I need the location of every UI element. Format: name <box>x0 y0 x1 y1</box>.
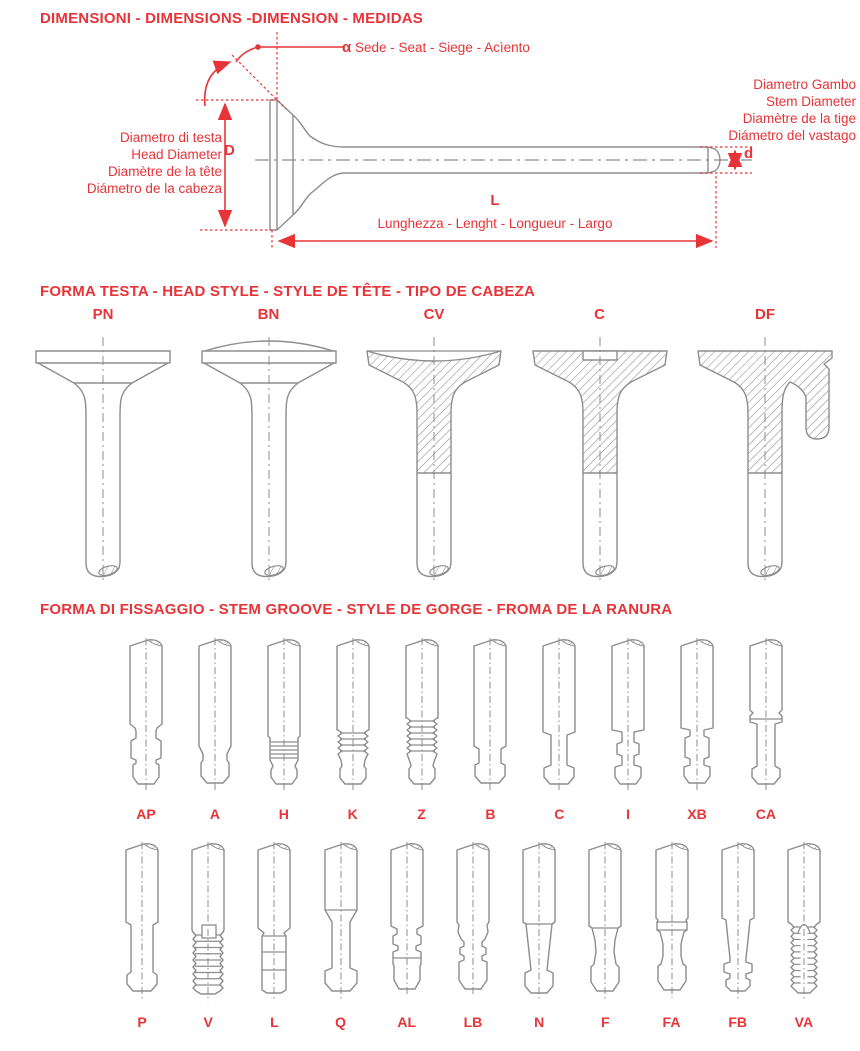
length-label: Lunghezza - Lenght - Longueur - Largo <box>377 216 613 231</box>
stem-figure-va-drawing <box>772 840 836 1010</box>
head-style-figure-pn-drawing <box>28 325 178 587</box>
stem-figure-f-drawing <box>573 840 637 1010</box>
stem-figure-i-drawing <box>596 636 660 802</box>
seat-angle-label: α Sede - Seat - Siege - Acìento <box>342 39 530 56</box>
head-style-label: C <box>594 306 605 323</box>
stem-groove-label: P <box>137 1014 147 1030</box>
stem-figure-v-drawing <box>176 840 240 1010</box>
stem-figure-l-drawing <box>242 840 306 1010</box>
stem-figure-a <box>183 636 247 824</box>
stem-figure-a-drawing <box>183 636 247 802</box>
stem-diameter-symbol: d <box>744 145 754 162</box>
stem-groove-label: FA <box>662 1014 681 1030</box>
stem-figure-n <box>507 840 571 1032</box>
stem-groove-label: C <box>554 806 565 822</box>
stem-figure-fa-drawing <box>640 840 704 1010</box>
head-style-label: PN <box>92 306 114 323</box>
stem-figure-ca-drawing <box>734 636 798 802</box>
stem-figure-c <box>527 636 591 824</box>
stem-figure-xb <box>665 636 729 824</box>
stem-figure-c-drawing <box>527 636 591 802</box>
stem-groove-row-2 <box>110 840 836 1032</box>
stem-groove-label: Q <box>335 1014 346 1030</box>
stem-figure-f <box>573 840 637 1032</box>
stem-figure-fb-drawing <box>706 840 770 1010</box>
stem-figure-q <box>309 840 373 1032</box>
stem-figure-al <box>375 840 439 1032</box>
stem-groove-label: V <box>203 1014 213 1030</box>
stem-figure-l <box>242 840 306 1032</box>
stem-figure-z <box>390 636 454 824</box>
stem-figure-k <box>321 636 385 824</box>
stem-figure-al-drawing <box>375 840 439 1010</box>
stem-groove-label: I <box>626 806 631 822</box>
stem-figure-h-drawing <box>252 636 316 802</box>
stem-groove-label: K <box>347 806 358 822</box>
stem-figure-xb-drawing <box>665 636 729 802</box>
dimensions-title: DIMENSIONI - DIMENSIONS -DIMENSION - MEDIDAS <box>40 10 423 27</box>
stem-figure-b-drawing <box>458 636 522 802</box>
stem-figure-b <box>458 636 522 824</box>
stem-groove-label: F <box>601 1014 610 1030</box>
head-style-figure-cv-drawing <box>359 325 509 587</box>
head-style-figure-cv <box>359 305 509 587</box>
stem-figure-ca <box>734 636 798 824</box>
stem-groove-label: Z <box>417 806 426 822</box>
stem-figure-fa <box>640 840 704 1032</box>
stem-groove-label: B <box>485 806 496 822</box>
stem-figure-lb <box>441 840 505 1032</box>
head-style-label: DF <box>755 306 775 323</box>
head-style-figure-bn <box>194 305 344 587</box>
stem-groove-label: A <box>209 806 220 822</box>
stem-groove-title: FORMA DI FISSAGGIO - STEM GROOVE - STYLE DE GORGE - FROMA DE LA RANURA <box>40 601 673 618</box>
stem-groove-label: N <box>534 1014 545 1030</box>
stem-figure-va <box>772 840 836 1032</box>
stem-groove-label: AP <box>136 806 156 822</box>
stem-figure-p <box>110 840 174 1032</box>
head-style-figure-c <box>525 305 675 587</box>
stem-groove-label: H <box>278 806 289 822</box>
head-style-figure-bn-drawing <box>194 325 344 587</box>
stem-groove-label: AL <box>397 1014 417 1030</box>
stem-groove-label: FB <box>728 1014 748 1030</box>
stem-figure-lb-drawing <box>441 840 505 1010</box>
head-style-figure-df-drawing <box>690 325 840 587</box>
stem-figure-q-drawing <box>309 840 373 1010</box>
stem-figure-v <box>176 840 240 1032</box>
head-style-figure-df <box>690 305 840 587</box>
stem-figure-ap-drawing <box>114 636 178 802</box>
stem-figure-h <box>252 636 316 824</box>
stem-groove-label: VA <box>794 1014 814 1030</box>
alpha-symbol: α <box>342 39 352 56</box>
stem-figure-k-drawing <box>321 636 385 802</box>
stem-figure-i <box>596 636 660 824</box>
stem-groove-label: XB <box>687 806 707 822</box>
head-style-label: CV <box>423 306 445 323</box>
head-style-figure-pn <box>28 305 178 587</box>
head-style-row <box>28 305 840 587</box>
stem-groove-label: L <box>270 1014 279 1030</box>
stem-figure-fb <box>706 840 770 1032</box>
stem-figure-z-drawing <box>390 636 454 802</box>
head-style-label: BN <box>257 306 280 323</box>
stem-diameter-label: Diametro Gambo Stem Diameter Diamètre de la tige Diámetro del vastago <box>728 77 856 143</box>
stem-groove-label: LB <box>463 1014 483 1030</box>
head-diameter-symbol: D <box>224 142 235 159</box>
head-diameter-label: Diametro di testa Head Diameter Diamètre de la tête Diámetro de la cabeza <box>86 130 222 196</box>
stem-figure-ap <box>114 636 178 824</box>
stem-groove-row-1 <box>114 636 798 824</box>
stem-figure-p-drawing <box>110 840 174 1010</box>
head-style-figure-c-drawing <box>525 325 675 587</box>
length-symbol: L <box>490 192 500 209</box>
stem-groove-label: CA <box>755 806 776 822</box>
stem-figure-n-drawing <box>507 840 571 1010</box>
head-style-title: FORMA TESTA - HEAD STYLE - STYLE DE TÊTE - TIPO DE CABEZA <box>40 283 536 300</box>
